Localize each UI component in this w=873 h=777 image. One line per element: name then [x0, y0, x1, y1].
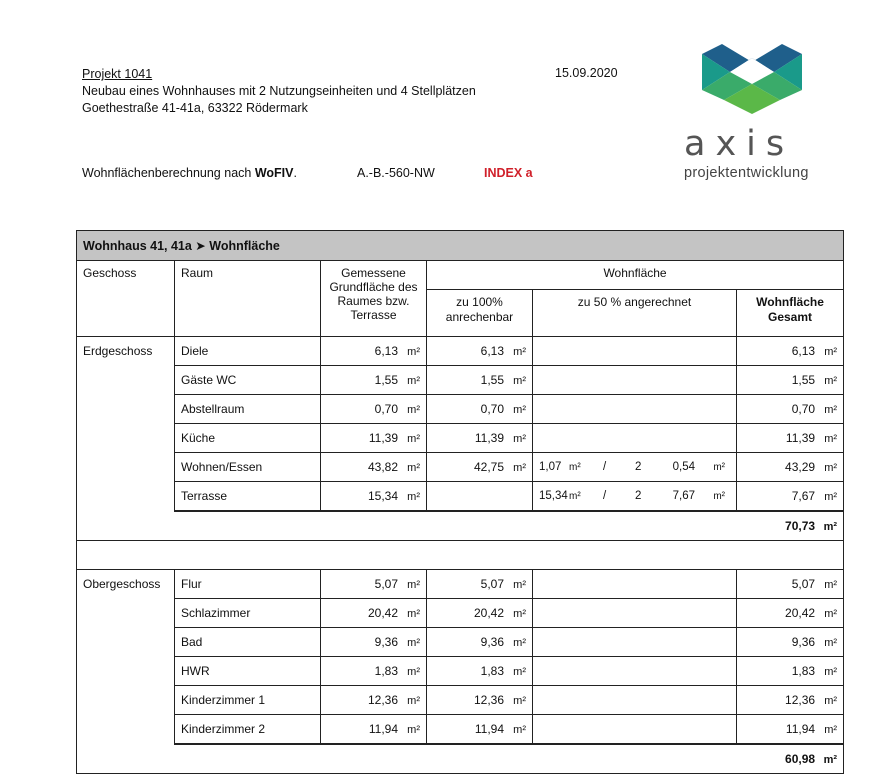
half-area [533, 337, 737, 366]
project-address: Goethestraße 41-41a, 63322 Rödermark [82, 101, 308, 115]
measured-area: 11,39 m² [321, 424, 427, 453]
total-area: 20,42 m² [737, 599, 844, 628]
total-area: 1,83 m² [737, 657, 844, 686]
table-row [77, 424, 844, 453]
floor-name: Obergeschoss [77, 570, 175, 745]
half-area: 15,34 m² / 2 7,67 m² [533, 482, 737, 512]
floor-name: Erdgeschoss [77, 337, 175, 512]
table-row [77, 715, 844, 745]
header-raum: Raum [175, 261, 321, 337]
document-date: 15.09.2020 [555, 66, 618, 80]
full-area: 5,07 m² [427, 570, 533, 599]
half-area [533, 599, 737, 628]
header-100-percent: zu 100% anrechenbar [427, 289, 533, 336]
room-name: Gäste WC [175, 366, 321, 395]
measured-area: 20,42 m² [321, 599, 427, 628]
project-description: Neubau eines Wohnhauses mit 2 Nutzungseinheiten und 4 Stellplätzen [82, 84, 476, 98]
full-area: 12,36 m² [427, 686, 533, 715]
half-divider: / [603, 490, 607, 502]
room-name: Kinderzimmer 2 [175, 715, 321, 745]
table-row [77, 599, 844, 628]
half-area [533, 366, 737, 395]
half-area: 1,07 m² / 2 0,54 m² [533, 453, 737, 482]
room-name: Diele [175, 337, 321, 366]
full-area: 1,55 m² [427, 366, 533, 395]
living-area-table [76, 230, 844, 774]
index-label: INDEX a [484, 166, 533, 180]
half-divisor: 2 [635, 461, 642, 473]
header-50-percent: zu 50 % angerechnet [533, 289, 737, 336]
total-area: 0,70 m² [737, 395, 844, 424]
total-area: 5,07 m² [737, 570, 844, 599]
half-divisor: 2 [635, 490, 642, 502]
total-area: 11,94 m² [737, 715, 844, 745]
calculation-title: Wohnflächenberechnung nach WoFIV. [82, 166, 297, 180]
total-area: 11,39 m² [737, 424, 844, 453]
floor-total: 70,73 m² [737, 511, 844, 541]
half-base: 15,34 [539, 490, 568, 502]
document-reference: A.-B.-560-NW [357, 166, 435, 180]
full-area: 42,75 m² [427, 453, 533, 482]
total-area: 9,36 m² [737, 628, 844, 657]
room-name: Abstellraum [175, 395, 321, 424]
measured-area: 12,36 m² [321, 686, 427, 715]
full-area: 11,94 m² [427, 715, 533, 745]
table-title: Wohnhaus 41, 41a ➤ Wohnfläche [77, 231, 844, 261]
full-area: 1,83 m² [427, 657, 533, 686]
total-area: 6,13 m² [737, 337, 844, 366]
measured-area: 9,36 m² [321, 628, 427, 657]
half-result: 0,54 [672, 461, 695, 473]
measured-area: 6,13 m² [321, 337, 427, 366]
total-area: 12,36 m² [737, 686, 844, 715]
full-area: 6,13 m² [427, 337, 533, 366]
header-gemessen: Gemessene Grundfläche des Raumes bzw. Terrasse [321, 261, 427, 337]
table-row [77, 366, 844, 395]
measured-area: 1,55 m² [321, 366, 427, 395]
full-area: 20,42 m² [427, 599, 533, 628]
room-name: Terrasse [175, 482, 321, 512]
measured-area: 43,82 m² [321, 453, 427, 482]
spacer-row [77, 541, 844, 570]
total-area: 7,67 m² [737, 482, 844, 512]
measured-area: 1,83 m² [321, 657, 427, 686]
header-gesamt: Wohnfläche Gesamt [737, 289, 844, 336]
project-number: Projekt 1041 [82, 67, 153, 81]
table-row [77, 628, 844, 657]
half-area [533, 686, 737, 715]
full-area: 11,39 m² [427, 424, 533, 453]
half-area [533, 424, 737, 453]
room-name: Bad [175, 628, 321, 657]
total-area: 1,55 m² [737, 366, 844, 395]
floor-total: 60,98 m² [737, 744, 844, 774]
half-area [533, 628, 737, 657]
measured-area: 15,34 m² [321, 482, 427, 512]
logo-wordmark: axis [684, 124, 795, 164]
header-geschoss: Geschoss [77, 261, 175, 337]
logo-subtitle: projektentwicklung [684, 165, 809, 181]
half-base: 1,07 [539, 461, 562, 473]
measured-area: 11,94 m² [321, 715, 427, 745]
full-area: 9,36 m² [427, 628, 533, 657]
half-area [533, 570, 737, 599]
table-row [77, 657, 844, 686]
half-area [533, 715, 737, 745]
room-name: HWR [175, 657, 321, 686]
half-area [533, 657, 737, 686]
room-name: Flur [175, 570, 321, 599]
table-row [77, 570, 844, 599]
total-area: 43,29 m² [737, 453, 844, 482]
floor-sum-row [77, 511, 844, 541]
half-area [533, 395, 737, 424]
table-row [77, 453, 844, 482]
half-result: 7,67 [672, 490, 695, 502]
header-wohnflaeche: Wohnfläche [427, 261, 844, 290]
full-area: 0,70 m² [427, 395, 533, 424]
table-row [77, 686, 844, 715]
table-row [77, 482, 844, 512]
measured-area: 0,70 m² [321, 395, 427, 424]
half-divider: / [603, 461, 607, 473]
room-name: Küche [175, 424, 321, 453]
floor-sum-row [77, 744, 844, 774]
room-name: Kinderzimmer 1 [175, 686, 321, 715]
room-name: Wohnen/Essen [175, 453, 321, 482]
measured-area: 5,07 m² [321, 570, 427, 599]
table-row [77, 395, 844, 424]
room-name: Schlazimmer [175, 599, 321, 628]
full-area [427, 482, 533, 512]
table-row [77, 337, 844, 366]
